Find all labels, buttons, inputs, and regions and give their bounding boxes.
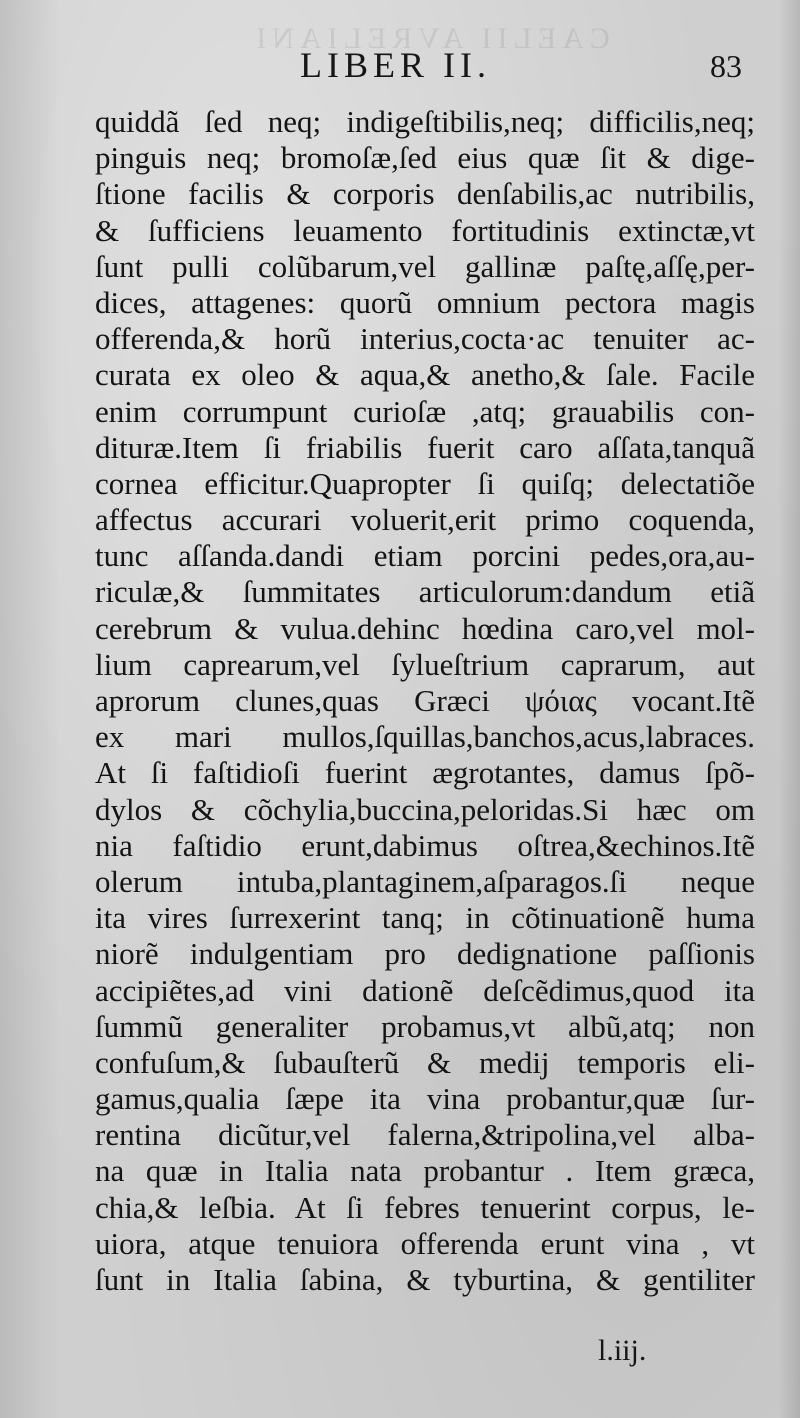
text-line: lium caprearum,vel ſylueſtrium caprarum, aut [95, 646, 755, 682]
text-line: pinguis neq; bromoſæ,ſed eius quæ ſit & dige- [95, 140, 755, 176]
text-line: aprorum clunes,quas Græci ψόιας vocant.Itẽ [95, 683, 755, 718]
text-line: gamus,qualia ſæpe ita vina probantur,quæ ſur- [95, 1081, 755, 1117]
text-line: affectus accurari voluerit,erit primo coquenda, [95, 502, 755, 538]
text-line: ſtione facilis & corporis denſabilis,ac nutribilis, [95, 176, 755, 212]
text-line: uiora, atque tenuiora offerenda erunt vina , vt [95, 1225, 755, 1261]
text-line: confuſum,& ſubauſterũ & medij temporis eli- [95, 1044, 755, 1080]
text-line: accipiẽtes,ad vini dationẽ deſcẽdimus,quod ita [95, 972, 755, 1008]
signature-mark: l.iij. [598, 1334, 647, 1367]
text-line: ita vires ſurrexerint tanq; in cõtinuationẽ huma [95, 900, 755, 936]
text-line: riculæ,& ſummitates articulorum:dandum etiã [95, 574, 755, 610]
text-line: At ſi faſtidioſi fuerint ægrotantes, damus ſpõ- [95, 755, 755, 791]
text-line: offerenda,& horũ interius,cocta·ac tenuiter ac- [95, 321, 755, 357]
text-line: quiddã ſed neq; indigeſtibilis,neq; difficilis,neq; [95, 104, 755, 139]
gutter-shadow [0, 0, 60, 1418]
body-text [95, 104, 755, 1298]
text-line: curata ex oleo & aqua,& anetho,& ſale. Facile [95, 357, 755, 393]
text-line: enim corrumpunt curioſæ ,atq; grauabilis con- [95, 393, 755, 429]
text-line: nia faſtidio erunt,dabimus oſtrea,&echinos.Itẽ [95, 827, 755, 863]
text-line: rentina dicũtur,vel falerna,&tripolina,vel alba- [95, 1117, 755, 1153]
text-line: cerebrum & vulua.dehinc hœdina caro,vel mol- [95, 610, 755, 646]
bleed-through-text: CAELII AVRELIANI [250, 22, 610, 55]
text-line: ſunt in Italia ſabina, & tyburtina, & gentiliter [95, 1262, 755, 1297]
text-line: cornea efficitur.Quapropter ſi quiſq; delectatiõe [95, 465, 755, 501]
text-line: chia,& leſbia. At ſi febres tenuerint corpus, le- [95, 1189, 755, 1225]
text-line: tunc aſſanda.dandi etiam porcini pedes,ora,au- [95, 538, 755, 574]
text-line: na quæ in Italia nata probantur . Item græca, [95, 1153, 755, 1189]
text-line: ſunt pulli colũbarum,vel gallinæ paſtę,aſſę,per- [95, 248, 755, 284]
text-line: ex mari mullos,ſquillas,banchos,acus,labraces. [95, 719, 755, 755]
text-line: olerum intuba,plantaginem,aſparagos.ſi neque [95, 863, 755, 899]
text-line: ſummũ generaliter probamus,vt albũ,atq; non [95, 1008, 755, 1044]
page-edge-shadow [778, 0, 800, 1418]
text-line: dices, attagenes: quorũ omnium pectora magis [95, 284, 755, 320]
text-line: dituræ.Item ſi friabilis fuerit caro aſſata,tanquã [95, 429, 755, 465]
text-line: & ſufficiens leuamento fortitudinis extinctæ,vt [95, 212, 755, 248]
text-line: dylos & cõchylia,buccina,peloridas.Si hæc om [95, 791, 755, 827]
text-line: niorẽ indulgentiam pro dedignatione paſſionis [95, 936, 755, 972]
page-header [90, 44, 760, 94]
running-head: LIBER II. [300, 45, 491, 85]
page-number: 83 [710, 48, 742, 84]
